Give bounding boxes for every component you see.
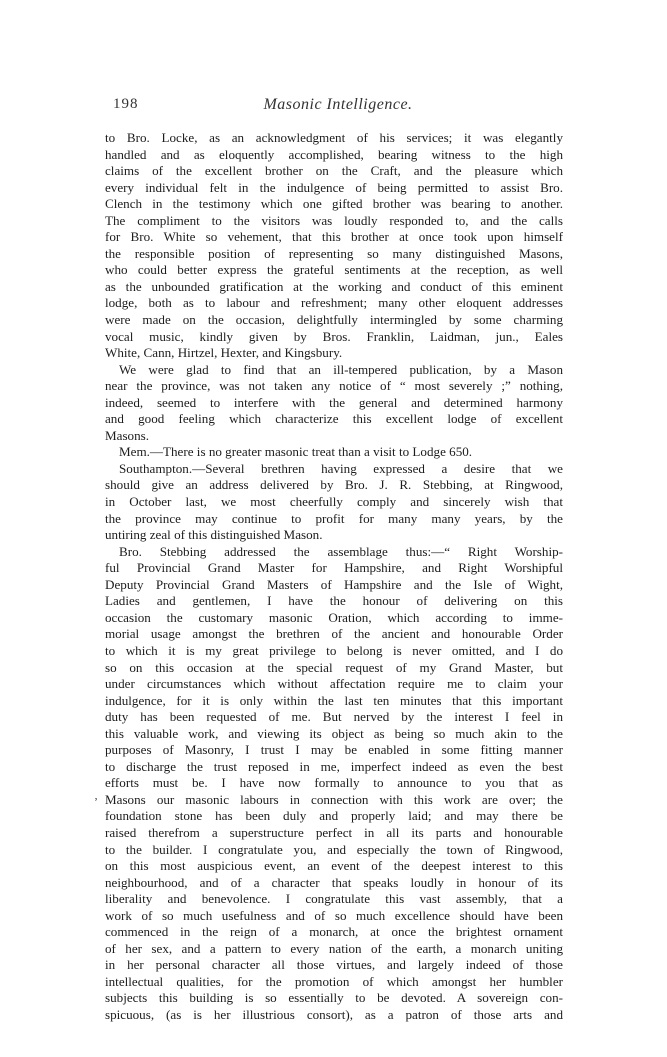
text-line: so on this occasion at the special request of my Grand Master, but: [105, 659, 563, 675]
text-line: foundation stone has been duly and properly laid; and may there be: [105, 808, 563, 824]
text-line: spicuous, (as is her illustrious consort), as a patron of those arts and: [105, 1006, 563, 1022]
text-line: near the province, was not taken any notice of “ most severely ;” nothing,: [105, 378, 563, 394]
text-line: Southampton.—Several brethren having expressed a desire that we: [119, 460, 563, 476]
text-line: should give an address delivered by Bro. J. R. Stebbing, at Ringwood,: [105, 477, 563, 493]
text-line: who could better express the grateful sentiments at the reception, as well: [105, 262, 563, 278]
text-line: Ladies and gentlemen, I have the honour of delivering on this: [105, 593, 563, 609]
text-line: duty has been requested of me. But nerved by the interest I feel in: [105, 709, 563, 725]
text-line: untiring zeal of this distinguished Mason.: [105, 527, 323, 543]
text-line: on this most auspicious event, an event of the deepest interest to this: [105, 858, 563, 874]
text-line: efforts must be. I have now formally to announce to you that as: [105, 775, 563, 791]
page-header: [113, 96, 563, 118]
running-title: Masonic Intelligence.: [263, 96, 413, 113]
text-line: neighbourhood, and of a character that speaks loudly in honour of its: [105, 874, 563, 890]
text-line: commenced in the reign of a monarch, at once the brightest ornament: [105, 924, 563, 940]
text-line: intellectual qualities, for the promotion of which amongst her humbler: [105, 973, 563, 989]
text-line: Masons.: [105, 427, 150, 443]
text-line: the responsible position of representing so many distinguished Masons,: [105, 245, 563, 261]
text-line: to which it is my great privilege to belong is never omitted, and I do: [105, 642, 563, 658]
text-line: under circumstances which without affectation require me to claim your: [105, 676, 563, 692]
text-line: Clench in the testimony which one gifted brother was bearing to another.: [105, 196, 563, 212]
text-line: every individual felt in the indulgence of being permitted to assist Bro.: [105, 179, 563, 195]
text-line: Mem.—There is no greater masonic treat than a visit to Lodge 650.: [119, 444, 473, 460]
text-line: purposes of Masonry, I trust I may be enabled in some fitting manner: [105, 742, 563, 758]
text-line: lodge, both as to labour and refreshment; many other eloquent addresses: [105, 295, 563, 311]
text-line: for Bro. White so vehement, that this brother at once took upon himself: [105, 229, 563, 245]
text-line: in her personal character all those virtues, and largely indeed of those: [105, 957, 563, 973]
text-line: Deputy Provincial Grand Masters of Hampshire and the Isle of Wight,: [105, 576, 563, 592]
text-line: morial usage amongst the brethren of the ancient and honourable Order: [105, 626, 563, 642]
text-line: of her sex, and a pattern to every nation of the earth, a monarch uniting: [105, 940, 563, 956]
text-line: occasion the customary masonic Oration, which according to imme-: [105, 609, 563, 625]
text-line: were made on the occasion, delightfully intermingled by some charming: [105, 312, 563, 328]
text-line: to discharge the trust reposed in me, imperfect indeed as even the best: [105, 758, 563, 774]
text-line: The compliment to the visitors was loudly responded to, and the calls: [105, 212, 563, 228]
page-number: 198: [113, 96, 139, 112]
text-line: in October last, we most cheerfully comply and sincerely wish that: [105, 494, 563, 510]
text-line: We were glad to find that an ill-tempered publication, by a Mason: [119, 361, 563, 377]
text-line: the province may continue to profit for many many years, by the: [105, 510, 563, 526]
text-line: Bro. Stebbing addressed the assemblage thus:—“ Right Worship-: [119, 543, 563, 559]
text-line: work of so much usefulness and of so much excellence should have been: [105, 907, 563, 923]
text-line: handled and as eloquently accomplished, bearing witness to the high: [105, 146, 563, 162]
text-line: vocal music, kindly given by Bros. Franklin, Laidman, jun., Eales: [105, 328, 563, 344]
text-line: indulgence, for it is only within the last ten minutes that this important: [105, 692, 563, 708]
text-line: this valuable work, and viewing its object as being so much akin to the: [105, 725, 563, 741]
text-line: subjects this building is so essentially to be devoted. A sovereign con-: [105, 990, 563, 1006]
text-line: as the unbounded gratification at the working and conduct of this eminent: [105, 278, 563, 294]
body-text: [105, 130, 563, 1024]
text-line: liberality and benevolence. I congratulate this vast assembly, that a: [105, 891, 563, 907]
text-line: White, Cann, Hirtzel, Hexter, and Kingsbury.: [105, 345, 343, 361]
text-line: Masons our masonic labours in connection with this work are over; the: [105, 791, 563, 807]
text-line: raised therefrom a superstructure perfect in all its parts and honourable: [105, 824, 563, 840]
text-line: to Bro. Locke, as an acknowledgment of his services; it was elegantly: [105, 130, 563, 145]
text-line: and good feeling which characterize this excellent lodge of excellent: [105, 411, 563, 427]
margin-mark: ‚: [94, 788, 98, 802]
text-line: claims of the excellent brother on the Craft, and the pleasure which: [105, 163, 563, 179]
text-line: indeed, seemed to interfere with the general and determined harmony: [105, 394, 563, 410]
text-line: to the builder. I congratulate you, and especially the town of Ringwood,: [105, 841, 563, 857]
text-line: ful Provincial Grand Master for Hampshire, and Right Worshipful: [105, 560, 563, 576]
